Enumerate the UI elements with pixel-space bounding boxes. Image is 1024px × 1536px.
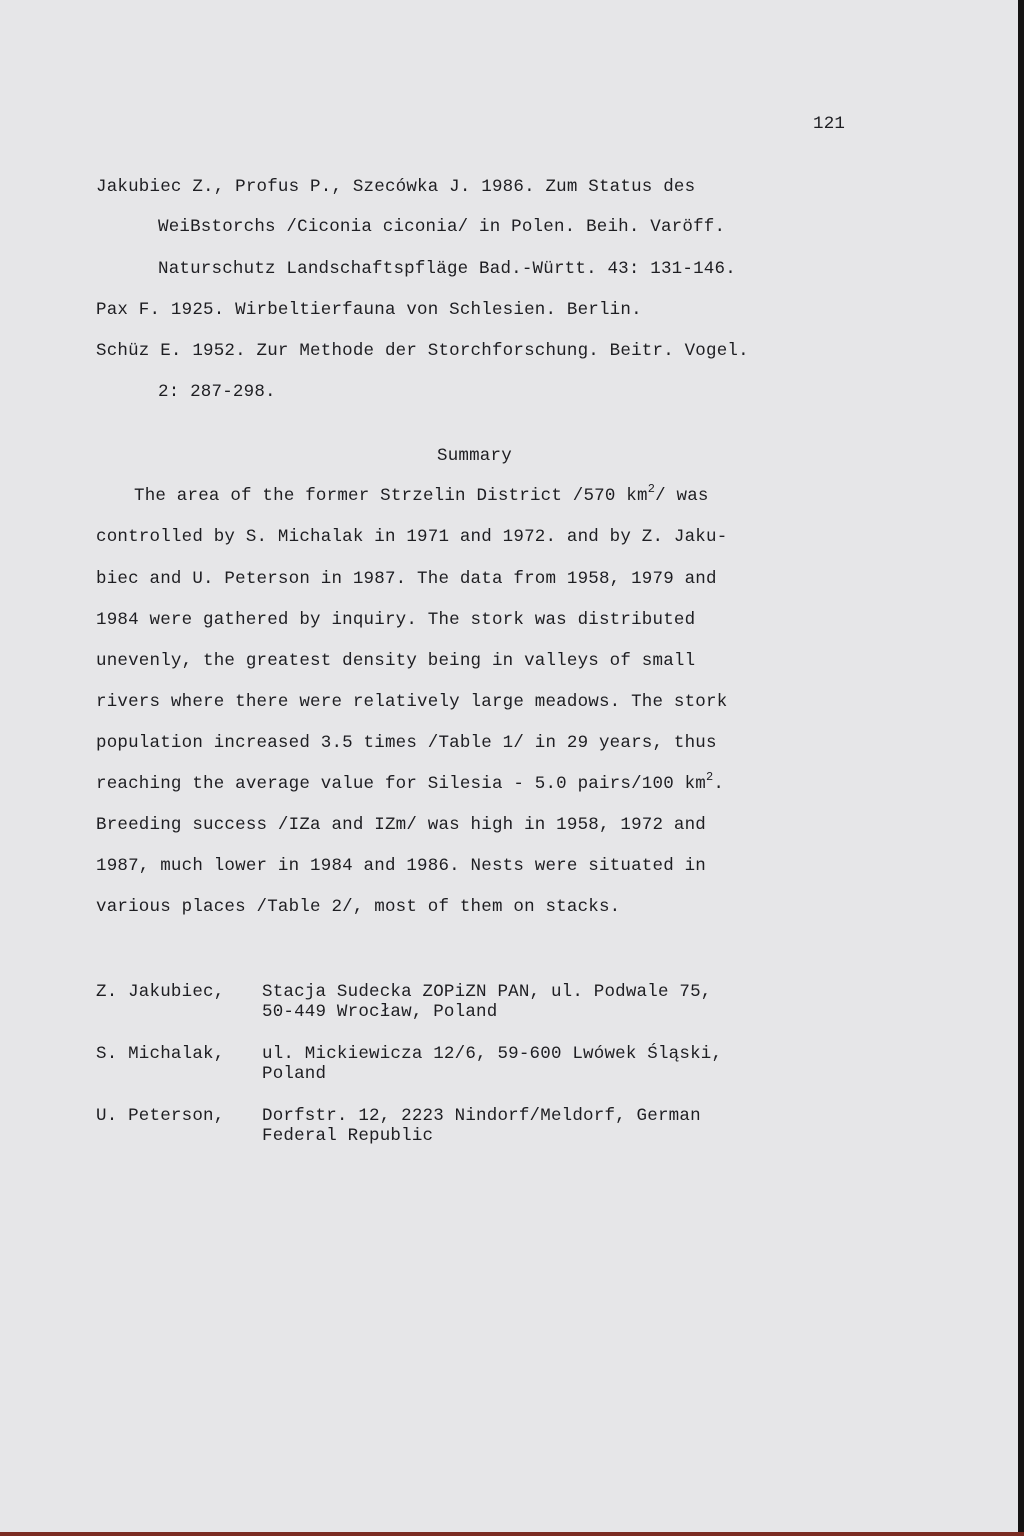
summary-line: various places /Table 2/, most of them on stacks. — [96, 897, 621, 917]
author-name: S. Michalak, — [96, 1044, 225, 1064]
address-line: 50-449 Wrocław, Poland — [262, 1002, 498, 1022]
summary-line: The area of the former Strzelin District /570 $km^2/$ was — [134, 482, 709, 506]
address-line: Federal Republic — [262, 1126, 434, 1146]
reference-line: Jakubiec Z., Profus P., Szecówka J. 1986. Zum Status des — [96, 177, 696, 197]
summary-line: unevenly, the greatest density being in valleys of small — [96, 651, 696, 671]
summary-line: controlled by S. Michalak in 1971 and 1972. and by Z. Jaku- — [96, 527, 728, 547]
scan-edge-right — [1018, 0, 1024, 1536]
summary-line: 1984 were gathered by inquiry. The stork was distributed — [96, 610, 696, 630]
summary-line: reaching the average value for Silesia - 5.0 pairs/100 $km^2$. — [96, 770, 725, 794]
summary-heading: Summary — [437, 446, 512, 466]
address-line: Dorfstr. 12, 2223 Nindorf/Meldorf, German — [262, 1106, 701, 1126]
author-name: U. Peterson, — [96, 1106, 225, 1126]
scan-edge-bottom — [0, 1532, 1024, 1536]
superscript: 2 — [647, 482, 656, 496]
address-line: Stacja Sudecka ZOPiZN PAN, ul. Podwale 75, — [262, 982, 712, 1002]
reference-line: Schüz E. 1952. Zur Methode der Storchforschung. Beitr. Vogel. — [96, 341, 749, 361]
summary-line: biec and U. Peterson in 1987. The data from 1958, 1979 and — [96, 569, 717, 589]
reference-line: Naturschutz Landschaftspfläge Bad.-Württ. 43: 131-146. — [158, 259, 736, 279]
summary-line: 1987, much lower in 1984 and 1986. Nests were situated in — [96, 856, 706, 876]
reference-line: 2: 287-298. — [158, 382, 276, 402]
superscript: 2 — [706, 770, 714, 784]
address-line: ul. Mickiewicza 12/6, 59-600 Lwówek Śląski, — [262, 1044, 723, 1064]
author-name: Z. Jakubiec, — [96, 982, 225, 1002]
summary-line: Breeding success /IZa and IZm/ was high in 1958, 1972 and — [96, 815, 706, 835]
page-number: 121 — [813, 114, 846, 134]
reference-line: WeiBstorchs /Ciconia ciconia/ in Polen. Beih. Varöff. — [158, 217, 726, 237]
summary-line: rivers where there were relatively large meadows. The stork — [96, 692, 728, 712]
summary-line: population increased 3.5 times /Table 1/ in 29 years, thus — [96, 733, 717, 753]
reference-line: Pax F. 1925. Wirbeltierfauna von Schlesien. Berlin. — [96, 300, 642, 320]
address-line: Poland — [262, 1064, 327, 1084]
